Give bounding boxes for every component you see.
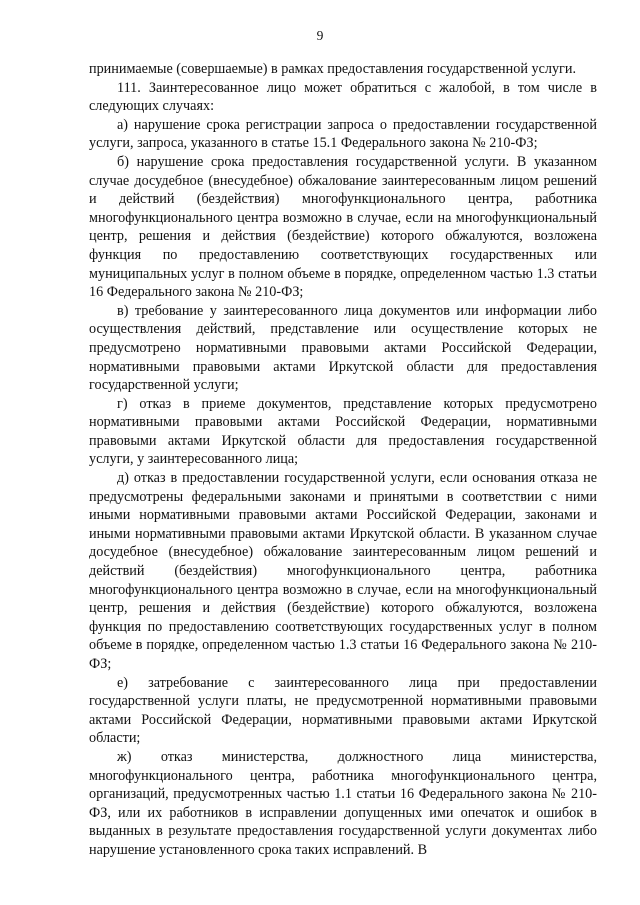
- paragraph-item-a: а) нарушение срока регистрации запроса о предоставлении государственной услуги, запроса, указанного в статье 15.1 Федерального закона № 210-ФЗ;: [89, 116, 597, 152]
- paragraph-item-d: д) отказ в предоставлении государственной услуги, если основания отказа не предусмотрены федеральными законами и принятыми в соответствии с ними иными нормативными правовыми актами Российской Федерации, законами и иными нормативными правовыми актами Иркутской области. В указанном случае досудебное (внесудебное) обжалование заинтересованным лицом решений и действий (бездействия) многофункционального центра, работника многофункционального центра возможно в случае, если на многофункциональный центр, решения и действия (бездействие) которого обжалуются, возложена функция по предоставлению соответствующих государственных услуг в полном объеме в порядке, определенном частью 1.3 статьи 16 Федерального закона № 210-ФЗ;: [89, 470, 597, 672]
- paragraph-continuation: принимаемые (совершаемые) в рамках предоставления государственной услуги.: [89, 61, 577, 77]
- paragraph-item-b: б) нарушение срока предоставления государственной услуги. В указанном случае досудебное (внесудебное) обжалование заинтересованным лицом решений и действий (бездействия) многофункционального центра, работника многофункционального центра возможно в случае, если на многофункциональный центр, решения и действия (бездействие) которого обжалуются, возложена функция по предоставлению соответствующих государственных или муниципальных услуг в полном объеме в порядке, определенном частью 1.3 статьи 16 Федерального закона № 210-ФЗ;: [89, 153, 597, 301]
- paragraph-111: 111. Заинтересованное лицо может обратиться с жалобой, в том числе в следующих случаях:: [89, 79, 597, 115]
- document-body: [89, 60, 597, 860]
- paragraph-item-g: г) отказ в приеме документов, представление которых предусмотрено нормативными правовыми актами Российской Федерации, нормативными правовыми актами Иркутской области для предоставления государственной услуги, у заинтересованного лица;: [89, 395, 597, 468]
- page-number: 9: [316, 28, 324, 43]
- paragraph-item-e: е) затребование с заинтересованного лица при предоставлении государственной услуги платы, не предусмотренной нормативными правовыми актами Российской Федерации, нормативными правовыми актами Иркутской области;: [89, 674, 597, 747]
- paragraph-item-v: в) требование у заинтересованного лица документов или информации либо осуществления действий, представление или осуществление которых не предусмотрено нормативными правовыми актами Российской Федерации, нормативными правовыми актами Иркутской области для предоставления государственной услуги;: [89, 302, 597, 394]
- paragraph-item-zh: ж) отказ министерства, должностного лица министерства, многофункционального центра, работника многофункционального центра, организаций, предусмотренных частью 1.1 статьи 16 Федерального закона № 210-ФЗ, или их работников в исправлении допущенных ими опечаток и ошибок в выданных в результате предоставления государственной услуги документах либо нарушение установленного срока таких исправлений. В: [89, 748, 597, 858]
